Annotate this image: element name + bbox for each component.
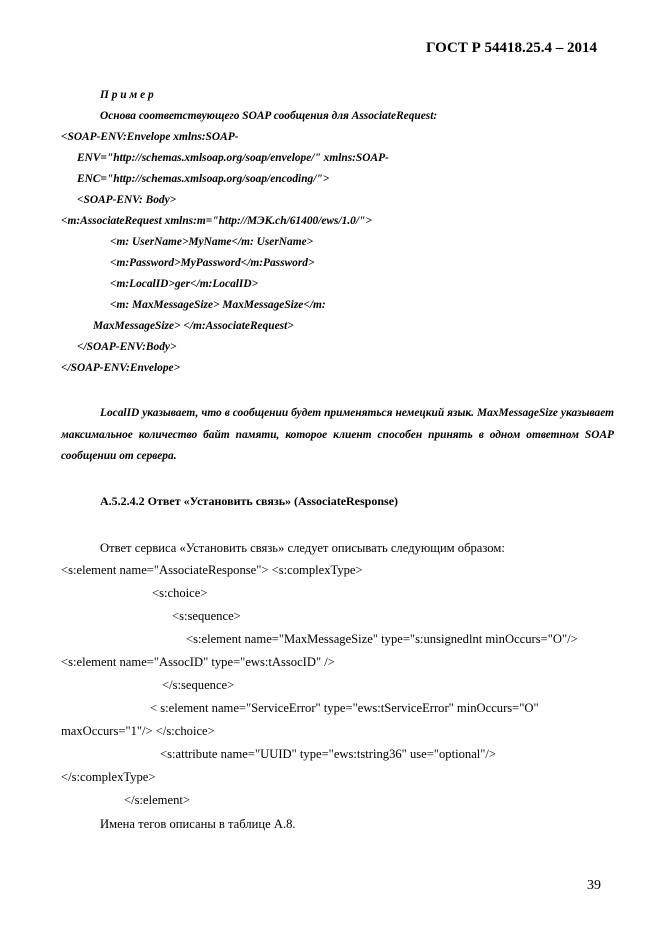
code-line: <SOAP-ENV: Body> [77, 194, 177, 206]
code-line: </s:sequence> [162, 678, 235, 692]
code-line: <s:element name="AssociateResponse"> <s:complexType> [61, 563, 363, 577]
code-line: ENC="http://schemas.xmlsoap.org/soap/encoding/"> [77, 173, 330, 185]
code-line: ENV="http://schemas.xmlsoap.org/soap/envelope/" xmlns:SOAP- [77, 152, 389, 164]
code-line: </SOAP-ENV:Envelope> [61, 362, 181, 374]
code-line: <SOAP-ENV:Envelope xmlns:SOAP- [61, 131, 239, 143]
code-line: < s:element name="ServiceError" type="ews:tServiceError" minOccurs="O" [150, 701, 539, 715]
example-intro: Основа соответствующего SOAP сообщения для AssociateRequest: [100, 110, 438, 122]
code-line: <s:element name="MaxMessageSize" type="s:unsignedlnt minOccurs="O"/> [186, 632, 578, 646]
code-line: </s:complexType> [61, 770, 156, 784]
code-line: <m: UserName>MyName</m: UserName> [110, 236, 314, 248]
code-line: <m: MaxMessageSize> MaxMessageSize</m: [110, 299, 326, 311]
code-line: <m:Password>MyPassword</m:Password> [110, 257, 315, 269]
code-line: </s:element> [124, 793, 190, 807]
example-label: П р и м е р [100, 89, 154, 101]
code-line: maxOccurs="1"/> </s:choice> [61, 724, 215, 738]
code-line: <m:LocalID>ger</m:LocalID> [110, 278, 259, 290]
code-line: <s:sequence> [172, 609, 241, 623]
code-line: <s:element name="AssocID" type="ews:tAssocID" /> [61, 655, 335, 669]
code-line: <m:AssociateRequest xmlns:m="http://МЭК.ch/61400/ews/1.0/"> [61, 215, 372, 227]
closing-text: Имена тегов описаны в таблице А.8. [100, 817, 296, 831]
explanation-paragraph: LocalID указывает, что в сообщении будет применяться немецкий язык. MaxMessageSize указывает максимальное количество байт памяти, которое клиент способен принять в одном ответном SOAP сообщении от сервера. [61, 407, 614, 462]
response-intro: Ответ сервиса «Установить связь» следует описывать следующим образом: [100, 541, 505, 555]
code-line: </SOAP-ENV:Body> [77, 341, 177, 353]
section-title: А.5.2.4.2 Ответ «Установить связь» (AssociateResponse) [100, 494, 399, 508]
code-line: <s:attribute name="UUID" type="ews:tstring36" use="optional"/> [160, 747, 497, 761]
page-number: 39 [587, 878, 601, 893]
document-header: ГОСТ Р 54418.25.4 – 2014 [425, 40, 597, 56]
code-line: <s:choice> [152, 586, 208, 600]
code-line: MaxMessageSize> </m:AssociateRequest> [93, 320, 294, 332]
